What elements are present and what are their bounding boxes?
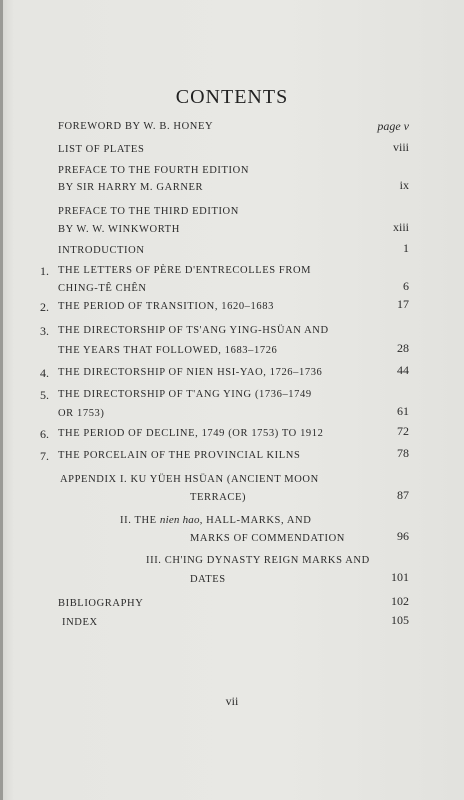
entry-title: THE YEARS THAT FOLLOWED, 1683–1726: [58, 345, 278, 356]
entry-title: III. CH'ING DYNASTY REIGN MARKS AND: [146, 555, 370, 566]
entry-title: BY SIR HARRY M. GARNER: [58, 182, 204, 193]
page-number: 96: [397, 529, 409, 543]
entry-title: THE LETTERS OF PÈRE D'ENTRECOLLES FROM: [58, 265, 312, 276]
page-number: 102: [391, 594, 409, 608]
toc-entry: [0, 514, 464, 534]
folio-page-number: vii: [225, 694, 239, 708]
entry-title: CHING-TÊ CHÊN: [58, 283, 147, 294]
entry-title: THE DIRECTORSHIP OF TS'ANG YING-HSÜAN AND: [58, 325, 329, 336]
chapter-number: 5.: [40, 388, 49, 402]
page-number: 78: [397, 446, 409, 460]
toc-entry: [0, 363, 464, 387]
toc-entry: [0, 140, 464, 164]
toc-entry: [0, 297, 464, 321]
toc-entry: [0, 424, 464, 448]
entry-title: LIST OF PLATES: [58, 144, 145, 155]
entry-title: INTRODUCTION: [58, 245, 145, 256]
page-number: 28: [397, 341, 409, 355]
page-number: 1: [403, 241, 409, 255]
entry-title: INDEX: [62, 617, 98, 628]
entry-title: PREFACE TO THE FOURTH EDITION: [58, 165, 249, 176]
toc-entry: [0, 446, 464, 470]
entry-title: THE PORCELAIN OF THE PROVINCIAL KILNS: [58, 450, 301, 461]
page-header-label: page v: [377, 119, 409, 133]
toc-entry: [0, 488, 464, 512]
entry-title: THE PERIOD OF DECLINE, 1749 (OR 1753) TO 1912: [58, 428, 324, 439]
entry-title-italic: nien hao: [159, 514, 200, 526]
toc-entry: [0, 241, 464, 265]
entry-title: OR 1753): [58, 408, 105, 419]
toc-entry: [0, 613, 464, 637]
entry-title: [120, 514, 311, 526]
toc-entry: [0, 474, 464, 494]
entry-title: BY W. W. WINKWORTH: [58, 224, 180, 235]
entry-title: THE DIRECTORSHIP OF T'ANG YING (1736–1749: [58, 389, 312, 400]
page-number: 17: [397, 297, 409, 311]
page-number: 6: [403, 279, 409, 293]
page-title: CONTENTS: [175, 86, 289, 108]
entry-title: BIBLIOGRAPHY: [58, 598, 144, 609]
chapter-number: 4.: [40, 366, 49, 380]
chapter-number: 2.: [40, 300, 49, 314]
toc-entry: [0, 389, 464, 409]
toc-entry: [0, 529, 464, 553]
toc-entry: [0, 279, 464, 303]
toc-entry: [0, 325, 464, 345]
entry-title-prefix: II. THE: [120, 515, 160, 526]
toc-entry: [0, 220, 464, 244]
toc-entry: [0, 265, 464, 285]
page-number: 61: [397, 404, 409, 418]
entry-title: FOREWORD BY W. B. HONEY: [58, 121, 214, 132]
toc-entry: [0, 570, 464, 594]
toc-entry: [0, 341, 464, 365]
entry-title: PREFACE TO THE THIRD EDITION: [58, 206, 239, 217]
page-number: 105: [391, 613, 409, 627]
entry-title: THE PERIOD OF TRANSITION, 1620–1683: [58, 301, 274, 312]
entry-title: MARKS OF COMMENDATION: [190, 533, 345, 544]
entry-title: DATES: [190, 574, 226, 585]
page-number: 87: [397, 488, 409, 502]
entry-title: TERRACE): [190, 492, 247, 503]
entry-title: APPENDIX I. KU YÜEH HSÜAN (ANCIENT MOON: [60, 474, 319, 485]
page-number: viii: [392, 140, 409, 154]
page-number: ix: [399, 178, 409, 192]
page-number: 44: [397, 363, 409, 377]
toc-entry: [0, 178, 464, 202]
chapter-number: 3.: [40, 324, 49, 338]
entry-title-suffix: , HALL-MARKS, AND: [199, 515, 312, 526]
toc-entry: [0, 121, 464, 141]
page-number: xiii: [392, 220, 409, 234]
chapter-number: 7.: [40, 449, 49, 463]
page-number: [377, 119, 409, 134]
chapter-number: 6.: [40, 427, 49, 441]
page-number: 72: [397, 424, 409, 438]
entry-title: THE DIRECTORSHIP OF NIEN HSI-YAO, 1726–1736: [58, 367, 323, 378]
toc-entry: [0, 404, 464, 428]
chapter-number: 1.: [40, 264, 49, 278]
page-number: 101: [391, 570, 409, 584]
